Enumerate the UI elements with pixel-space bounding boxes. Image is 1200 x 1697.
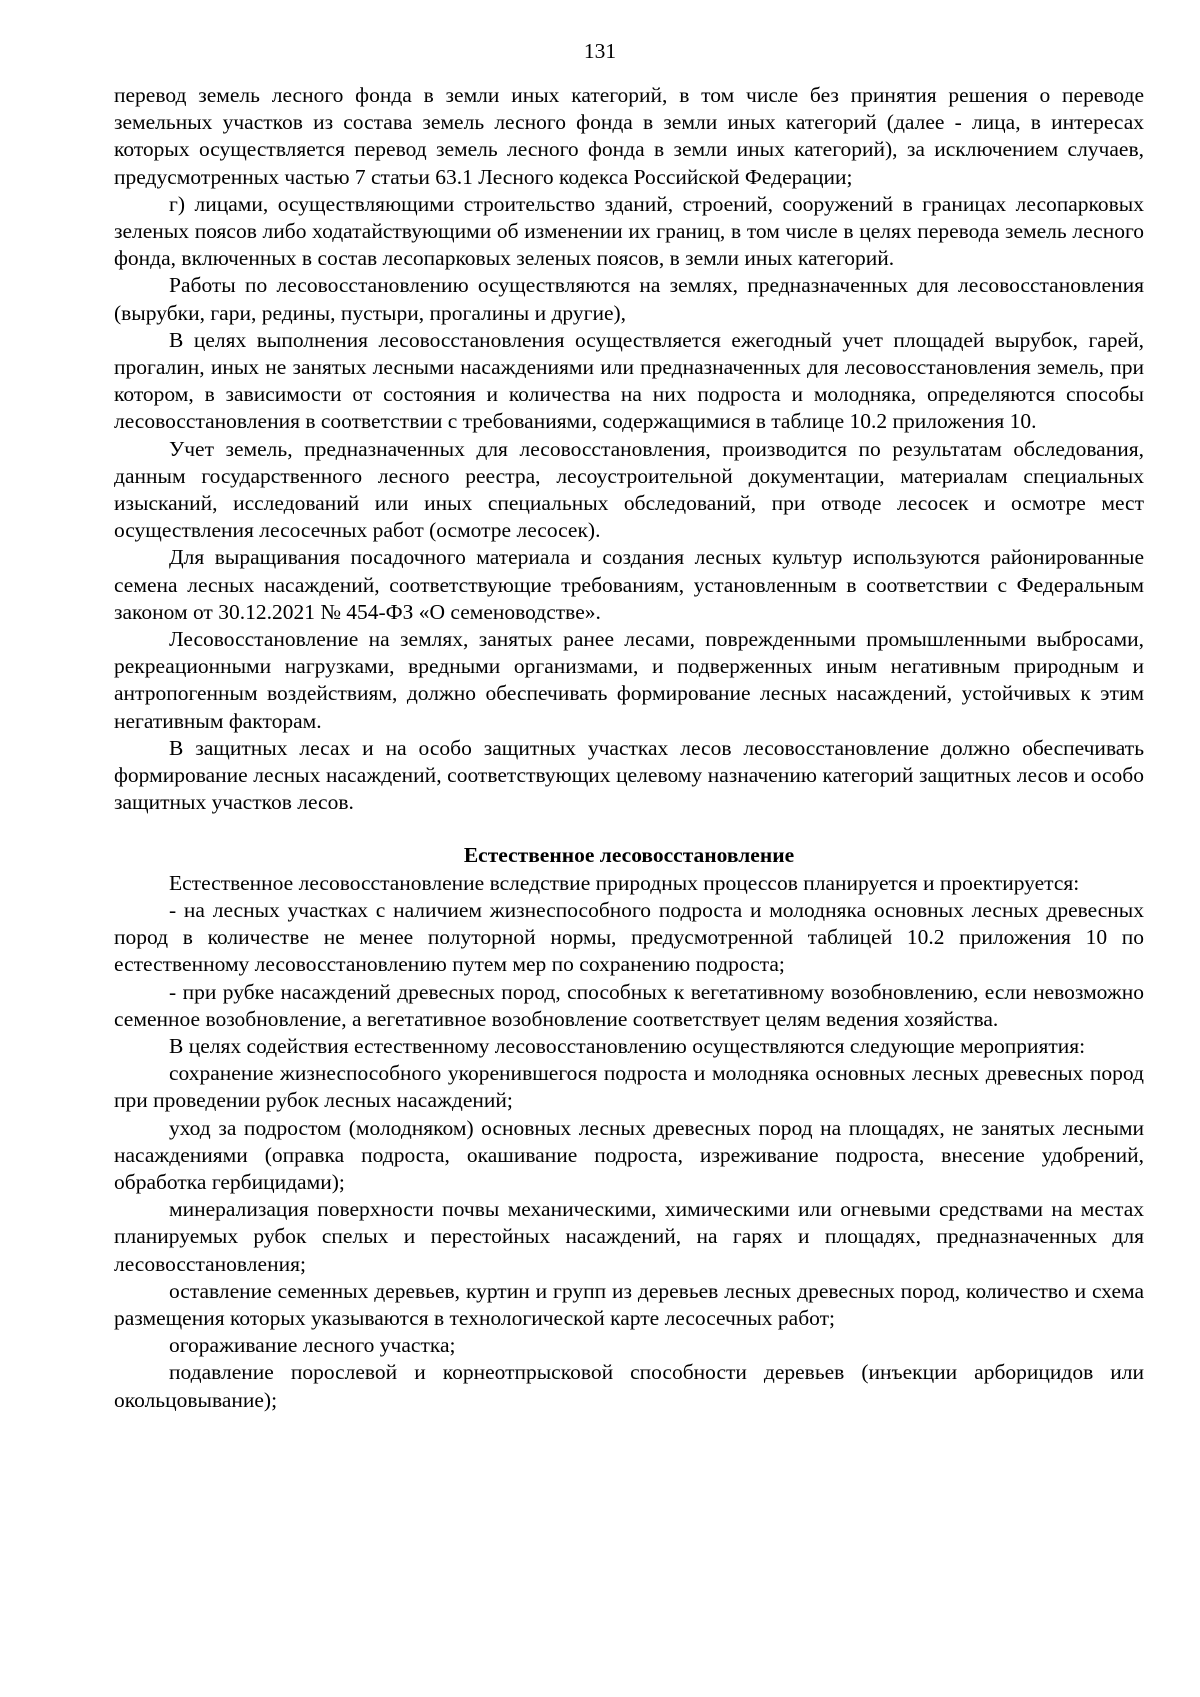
paragraph: В целях содействия естественному лесовосстановлению осуществляются следующие мероприятия: <box>169 1033 1086 1058</box>
paragraph: Работы по лесовосстановлению осуществляются на землях, предназначенных для лесовосстановления (вырубки, гари, редины, пустыри, прогалины и другие), <box>114 273 1144 325</box>
page-number: 131 <box>583 39 617 63</box>
list-item: оставление семенных деревьев, куртин и групп из деревьев лесных древесных пород, количество и схема размещения которых указываются в технологической карте лесосечных работ; <box>114 1278 1144 1330</box>
paragraph: В защитных лесах и на особо защитных участках лесов лесовосстановление должно обеспечивать формирование лесных насаждений, соответствующих целевому назначению категорий защитных лесов и особо защитных участков лесов. <box>114 735 1144 815</box>
document-body <box>114 82 1144 1414</box>
paragraph: Для выращивания посадочного материала и создания лесных культур используются районированные семена лесных насаждений, соответствующие требованиям, установленным в соответствии с Федеральным законом от 30.12.2021 № 454-ФЗ «О семеноводстве». <box>114 545 1144 624</box>
paragraph: Естественное лесовосстановление вследствие природных процессов планируется и проектируется: <box>169 870 1080 895</box>
list-item: подавление порослевой и корнеотпрысковой способности деревьев (инъекции арборицидов или окольцовывание); <box>114 1360 1144 1412</box>
list-item: уход за подростом (молодняком) основных лесных древесных пород на площадях, не занятых лесными насаждениями (оправка подроста, окашивание подроста, изреживание подроста, внесение удобрений, обработка гербицидами); <box>114 1115 1144 1194</box>
paragraph: перевод земель лесного фонда в земли иных категорий, в том числе без принятия решения о переводе земельных участков из состава земель лесного фонда в земли иных категорий (далее - лица, в интересах которых осуществляется перевод земель лесного фонда в земли иных категорий), за исключением случаев, предусмотренных частью 7 статьи 63.1 Лесного кодекса Российской Федерации; <box>114 83 1144 189</box>
paragraph: Учет земель, предназначенных для лесовосстановления, производится по результатам обследования, данным государственного лесного реестра, лесоустроительной документации, материалам специальных изысканий, исследований или иных специальных обследований, при отводе лесосек и осмотре мест осуществления лесосечных работ (осмотре лесосек). <box>114 436 1144 543</box>
list-item: - на лесных участках с наличием жизнеспособного подроста и молодняка основных лесных древесных пород в количестве не менее полуторной нормы, предусмотренной таблицей 10.2 приложения 10 по естественному лесовосстановлению путем мер по сохранению подроста; <box>114 897 1144 977</box>
paragraph: Лесовосстановление на землях, занятых ранее лесами, поврежденными промышленными выбросами, рекреационными нагрузками, вредными организмами, и подверженных иным негативным природным и антропогенным воздействиям, должно обеспечивать формирование лесных насаждений, устойчивых к этим негативным факторам. <box>114 627 1144 733</box>
paragraph: В целях выполнения лесовосстановления осуществляется ежегодный учет площадей вырубок, гарей, прогалин, иных не занятых лесными насаждениями или предназначенных для лесовосстановления земель, при котором, в зависимости от состояния и количества на них подроста и молодняка, определяются способы лесовосстановления в соответствии с требованиями, содержащимися в таблице 10.2 приложения 10. <box>114 327 1144 434</box>
list-item: сохранение жизнеспособного укоренившегося подроста и молодняка основных лесных древесных пород при проведении рубок лесных насаждений; <box>114 1061 1144 1113</box>
list-item: - при рубке насаждений древесных пород, способных к вегетативному возобновлению, если невозможно семенное возобновление, а вегетативное возобновление соответствует целям ведения хозяйства. <box>114 979 1144 1031</box>
section-heading: Естественное лесовосстановление <box>463 843 795 868</box>
list-item: минерализация поверхности почвы механическими, химическими или огневыми средствами на местах планируемых рубок спелых и перестойных насаждений, на гарях и площадях, предназначенных для лесовосстановления; <box>114 1197 1144 1276</box>
list-item: огораживание лесного участка; <box>169 1333 456 1358</box>
paragraph: г) лицами, осуществляющими строительство зданий, строений, сооружений в границах лесопарковых зеленых поясов либо ходатайствующими об изменении их границ, в том числе в целях перевода земель лесного фонда, включенных в состав лесопарковых зеленых поясов, в земли иных категорий. <box>114 191 1144 271</box>
